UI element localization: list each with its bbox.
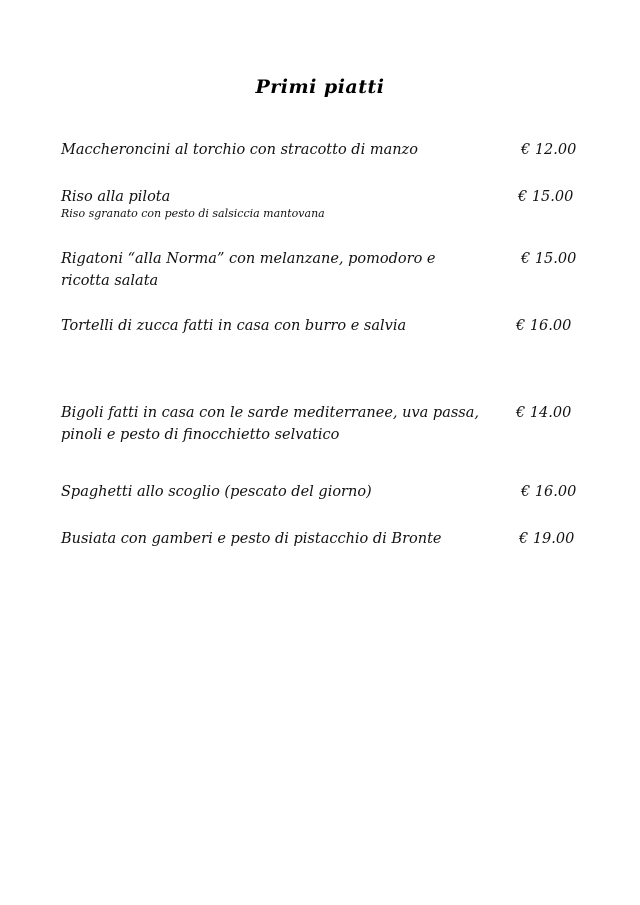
menu-item — [61, 139, 581, 161]
dish-price: € 15.00 — [521, 251, 577, 267]
dish-name: Maccheroncini al torchio con stracotto di manzo — [61, 142, 418, 158]
dish-price: € 19.00 — [519, 531, 575, 547]
dish-name: Tortelli di zucca fatti in casa con burro e salvia — [61, 318, 407, 334]
dish-price: € 12.00 — [521, 142, 577, 158]
dish-price: € 16.00 — [516, 318, 572, 334]
dish-price: € 15.00 — [518, 189, 574, 205]
dish-name: Riso alla pilota — [61, 189, 171, 205]
menu-title: Primi piatti — [255, 76, 385, 98]
menu-item — [61, 402, 581, 446]
dish-name: Rigatoni “alla Norma” con melanzane, pomodoro e ricotta salata — [61, 251, 436, 289]
dish-name: Busiata con gamberi e pesto di pistacchio di Bronte — [61, 531, 442, 547]
dish-price: € 14.00 — [516, 405, 572, 421]
dish-description: Riso sgranato con pesto di salsiccia mantovana — [61, 207, 325, 220]
dish-price: € 16.00 — [521, 484, 577, 500]
menu-item — [61, 248, 581, 292]
dish-name: Bigoli fatti in casa con le sarde mediterranee, uva passa, pinoli e pesto di finocchietto selvatico — [61, 405, 479, 443]
dish-name: Spaghetti allo scoglio (pescato del giorno) — [61, 484, 372, 500]
menu-item — [61, 186, 581, 220]
menu-item — [61, 481, 581, 503]
menu-item — [61, 315, 581, 337]
menu-item — [61, 528, 581, 550]
